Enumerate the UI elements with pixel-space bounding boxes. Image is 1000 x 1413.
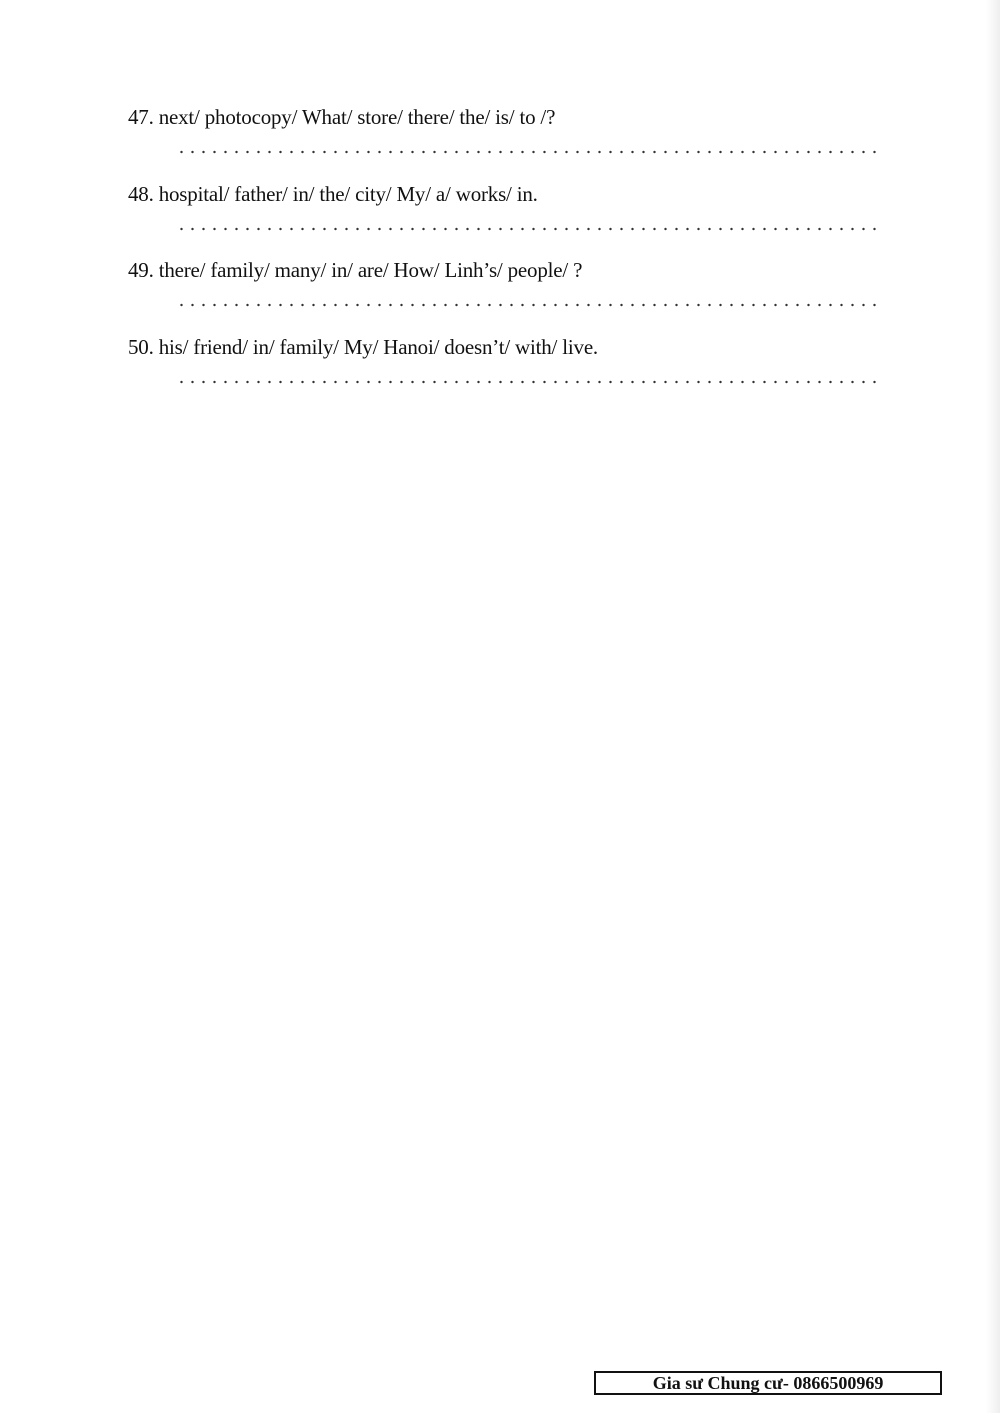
footer-tutor-contact: Gia sư Chung cư- 0866500969 bbox=[594, 1371, 942, 1395]
answer-dotted-line[interactable] bbox=[176, 143, 880, 157]
question-text: 48. hospital/ father/ in/ the/ city/ My/ a/ works/ in. bbox=[128, 182, 538, 206]
question-49 bbox=[128, 256, 888, 326]
page-edge-shading bbox=[986, 0, 1000, 1413]
question-text: 49. there/ family/ many/ in/ are/ How/ Linh’s/ people/ ? bbox=[128, 258, 583, 282]
answer-dotted-line[interactable] bbox=[176, 296, 880, 310]
question-50 bbox=[128, 333, 888, 403]
question-text: 50. his/ friend/ in/ family/ My/ Hanoi/ doesn’t/ with/ live. bbox=[128, 335, 598, 359]
answer-dotted-line[interactable] bbox=[176, 220, 880, 234]
question-48 bbox=[128, 180, 888, 250]
question-text: 47. next/ photocopy/ What/ store/ there/ the/ is/ to /? bbox=[128, 105, 556, 129]
answer-dotted-line[interactable] bbox=[176, 373, 880, 387]
question-47 bbox=[128, 103, 888, 173]
